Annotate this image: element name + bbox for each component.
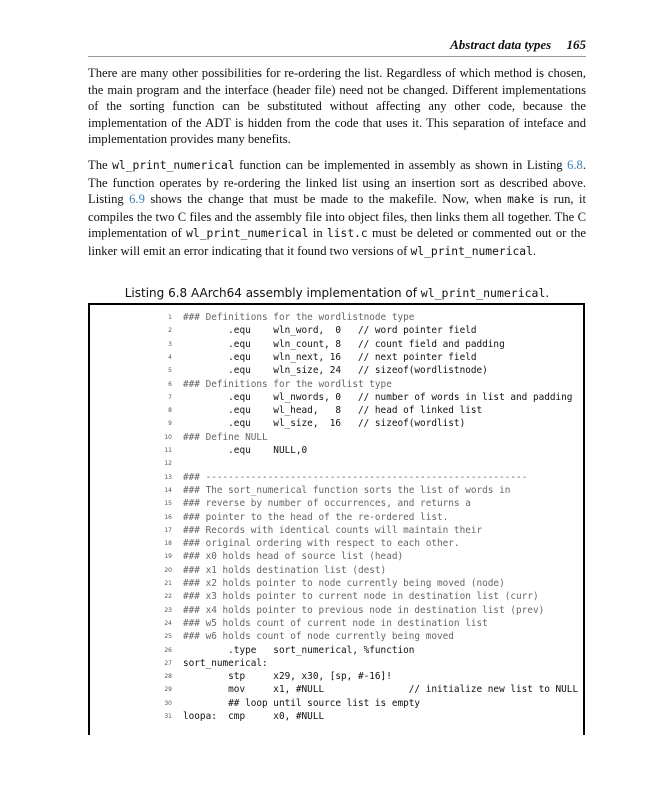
- code-text: ### x1 holds destination list (dest): [183, 564, 387, 576]
- line-number: 25: [164, 633, 172, 641]
- p2-text: is run, it compiles the two C files and the assembly file into object files, then links them all together. The C implementation of: [88, 192, 586, 241]
- line-number: 3: [168, 340, 172, 348]
- code-text: ### The sort_numerical function sorts the list of words in: [183, 484, 511, 496]
- line-number: 14: [164, 486, 172, 494]
- p2-code: wl_print_numerical: [186, 227, 309, 241]
- code-text: ### Definitions for the wordlist type: [183, 378, 392, 390]
- code-text: ### x0 holds head of source list (head): [183, 551, 404, 563]
- p2-text: in: [308, 226, 327, 241]
- code-text: .equ wl_nwords, 0 // number of words in list and padding: [183, 391, 573, 403]
- running-header: [88, 36, 586, 57]
- line-number: 19: [164, 553, 172, 561]
- caption-end: .: [545, 286, 550, 300]
- line-number: 18: [164, 540, 172, 548]
- header-title: Abstract data types: [450, 37, 552, 52]
- p2-text: . The function operates by re-ordering the linked list using an insertion sort as described above. Listing: [88, 158, 586, 207]
- line-number: 5: [168, 367, 172, 375]
- line-number: 30: [164, 699, 172, 707]
- line-number: 15: [164, 500, 172, 508]
- caption-label: Listing 6.8 AArch64 assembly implementation of: [124, 286, 421, 300]
- line-number: 28: [164, 673, 172, 681]
- line-number: 12: [164, 460, 172, 468]
- code-text: ### x4 holds pointer to previous node in destination list (prev): [183, 604, 545, 616]
- line-number: 20: [164, 566, 172, 574]
- code-text: .equ wln_size, 24 // sizeof(wordlistnode): [183, 365, 488, 377]
- code-text: .equ wl_size, 16 // sizeof(wordlist): [183, 418, 466, 430]
- code-text: loopa: cmp x0, #NULL: [183, 711, 325, 722]
- code-text: sort_numerical:: [183, 657, 268, 669]
- code-text: ### Records with identical counts will maintain their: [183, 524, 483, 536]
- line-number: 6: [168, 380, 172, 388]
- code-text: .equ wln_word, 0 // word pointer field: [183, 325, 477, 337]
- code-text: .type sort_numerical, %function: [183, 644, 415, 656]
- code-text: ### original ordering with respect to each other.: [183, 538, 460, 550]
- p2-text: function can be implemented in assembly as shown in Listing: [234, 158, 568, 172]
- line-number: 29: [164, 686, 172, 694]
- p2-text: must be deleted or commented out or the linker will emit an error indicating that it found two versions of: [88, 226, 586, 258]
- p2-code: list.c: [326, 227, 368, 241]
- p2-text: shows the change that must be made to the makefile. Now, when: [144, 192, 508, 207]
- line-number: 21: [164, 580, 172, 587]
- p2-text: The: [88, 158, 113, 172]
- line-number: 26: [164, 646, 172, 654]
- p2-code: wl_print_numerical: [410, 244, 533, 258]
- line-number: 13: [164, 473, 172, 481]
- line-number: 8: [168, 407, 172, 415]
- line-number: 1: [168, 314, 172, 321]
- code-text: .equ NULL,0: [183, 445, 308, 456]
- listing-caption: [88, 286, 586, 300]
- code-text: ### x2 holds pointer to node currently being moved (node): [183, 578, 505, 589]
- line-number: 27: [164, 659, 172, 667]
- code-text: ### w6 holds count of node currently being moved: [183, 631, 454, 643]
- code-text: ### Define NULL: [183, 431, 268, 443]
- line-number: 16: [164, 513, 172, 521]
- code-text: ### reverse by number of occurrences, and returns a: [183, 498, 471, 510]
- line-number: 4: [168, 353, 172, 361]
- code-text: ### w5 holds count of current node in destination list: [183, 617, 488, 629]
- listing-6-8-link[interactable]: 6.8: [567, 158, 583, 172]
- line-number: 23: [164, 606, 172, 614]
- p2-text: .: [532, 243, 537, 258]
- line-number: 7: [168, 393, 172, 401]
- code-text: ### Definitions for the wordlistnode type: [183, 312, 415, 323]
- code-text: .equ wln_next, 16 // next pointer field: [183, 351, 477, 363]
- line-number: 22: [164, 593, 172, 601]
- code-text: ### x3 holds pointer to current node in destination list (curr): [183, 591, 539, 603]
- code-text: ## loop until source list is empty: [183, 697, 421, 709]
- line-number: 9: [168, 420, 172, 428]
- paragraph-1: There are many other possibilities for re-ordering the list. Regardless of which method is chosen, the main program and the interface (header file) need not be changed. Different implementations of the sorting function can be substituted without affecting any other code, because the implementation of the ADT is hidden from the code that uses it. This separation of inteface and implementation provides many benefits.: [88, 66, 586, 147]
- line-number: 24: [164, 619, 172, 627]
- page-number: 165: [566, 37, 586, 52]
- line-number: 17: [164, 526, 172, 534]
- code-listing: [88, 303, 585, 735]
- line-number: 31: [164, 713, 172, 720]
- paragraph-2: [88, 157, 586, 261]
- listing-6-9-link[interactable]: 6.9: [129, 192, 145, 207]
- line-number: 2: [168, 327, 172, 335]
- p2-code: wl_print_numerical: [112, 159, 235, 172]
- code-text: .equ wln_count, 8 // count field and padding: [183, 338, 505, 350]
- code-text: .equ wl_head, 8 // head of linked list: [183, 405, 483, 417]
- code-text: mov x1, #NULL // initialize new list to NULL: [183, 684, 579, 696]
- p2-code: make: [507, 193, 535, 207]
- code-text: ### ---------------------------------------------------------: [183, 471, 528, 483]
- line-number: 10: [164, 433, 172, 441]
- code-text: ### pointer to the head of the re-ordered list.: [183, 511, 449, 523]
- caption-code: wl_print_numerical: [420, 286, 546, 300]
- line-number: 11: [164, 447, 172, 454]
- code-text: stp x29, x30, [sp, #-16]!: [183, 671, 392, 683]
